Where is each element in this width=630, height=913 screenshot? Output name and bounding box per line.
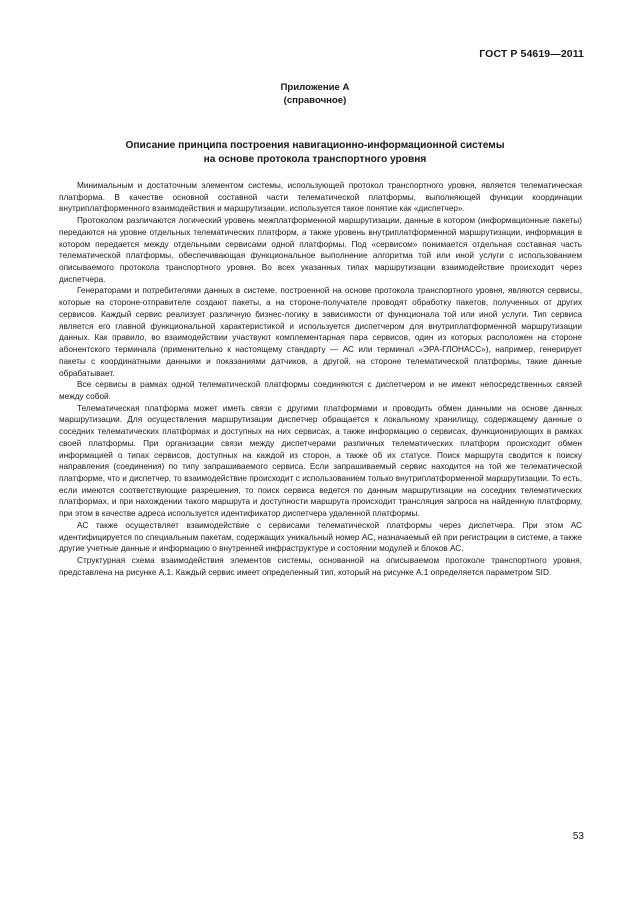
page-number: 53 [572, 831, 584, 842]
body-text [59, 180, 582, 578]
appendix-heading [0, 81, 630, 107]
section-title [60, 139, 570, 166]
section-title-line-1: Описание принципа построения навигационно-информационной системы [125, 140, 505, 151]
paragraph-6: АС также осуществляет взаимодействие с сервисами телематической платформы через диспетчера. При этом АС идентифицируется по специальным пакетам, содержащих уникальный номер АС, назначаемый ей при регистрации в системе, а также другие учетные данные и информацию о внутренней инфраструктуре и состоянии модулей и блоков АС. [59, 520, 582, 554]
paragraph-1: Минимальным и достаточным элементом системы, использующей протокол транспортного уровня, является телематическая платформа. В качестве основной составной части телематической платформы, выполняющей функции координации внутриплатформенного взаимодействия и маршрутизации, используется такое понятие как «диспетчер». [59, 181, 582, 214]
standard-number: ГОСТ Р 54619—2011 [479, 48, 584, 60]
paragraph-7: Структурная схема взаимодействия элементов системы, основанной на описываемом протоколе транспортного уровня, представлена на рисунке А.1. Каждый сервис имеет определенный тип, который на рисунке А.1 определяется параметром SID. [59, 556, 582, 577]
paragraph-2: Протоколом различаются логический уровень межплатформенной маршрутизации, данные в котором (информационные пакеты) передаются на уровне отдельных телематических платформ, а также уровень внутриплатформенной маршрутизации, информация в котором передается между отдельными сервисами одной платформы. Под «сервисом» понимается отдельная составная часть телематической платформы, обеспечивающая функциональное выполнение алгоритма той или иной услуги с использованием описываемого протокола транспортного уровня. Во всех указанных типах маршрутизации взаимодействие происходит через диспетчера. [59, 216, 582, 284]
paragraph-5: Телематическая платформа может иметь связи с другими платформами и проводить обмен данными на основе данных маршрутизации. Для осуществления маршрутизации диспетчер обращается к локальному хранилищу, содержащему данные о соседних телематических платформах и доступных на них сервисах, а также информацию о сервисах, функционирующих в рамках своей платформы. При организации связи между диспетчерами различных телематических платформ происходит обмен информацией о типах сервисов, доступных на каждой из сторон, а также об их статусе. Поиск маршрута сводится к поиску направления (соединения) по типу запрашиваемого сервиса. Если запрашиваемый сервис находится на той же телематической платформе, что и диспетчер, то взаимодействие происходит с использованием только внутриплатформенной маршрутизации. То есть, если имеются соответствующие разрешения, то поиск сервиса ведется по данным маршрутизации на соседних телематических платформах, и при нахождении такого маршрута и доступности маршрута происходит трансляция запроса на найденную платформу, при этом в качестве адреса используется идентификатор диспетчера удаленной платформы. [59, 403, 582, 519]
appendix-note: (справочное) [283, 95, 347, 106]
paragraph-3: Генераторами и потребителями данных в системе, построенной на основе протокола транспортного уровня, являются сервисы, которые на стороне-отправителе создают пакеты, а на стороне-получателе проводят обработку пакетов, полученных от других сервисов. Каждый сервис реализует различную бизнес-логику в зависимости от функционала той или иной услуги. Тип сервиса является его главной функциональной характеристикой и используется диспетчером для внутриплатформенной маршрутизации данных. Как правило, во взаимодействии участвуют комплементарная пара сервисов, один из которых расположен на стороне абонентского терминала (применительно к настоящему стандарту — АС или терминал «ЭРА-ГЛОНАСС»), например, генерирует пакеты с координатными данными и показаниями датчиков, а другой, на стороне телематической платформы, такие данные обрабатывает. [59, 286, 582, 378]
appendix-title: Приложение А [280, 82, 350, 93]
paragraph-4: Все сервисы в рамках одной телематической платформы соединяются с диспетчером и не имеют непосредственных связей между собой. [59, 380, 582, 401]
section-title-line-2: на основе протокола транспортного уровня [203, 153, 427, 165]
